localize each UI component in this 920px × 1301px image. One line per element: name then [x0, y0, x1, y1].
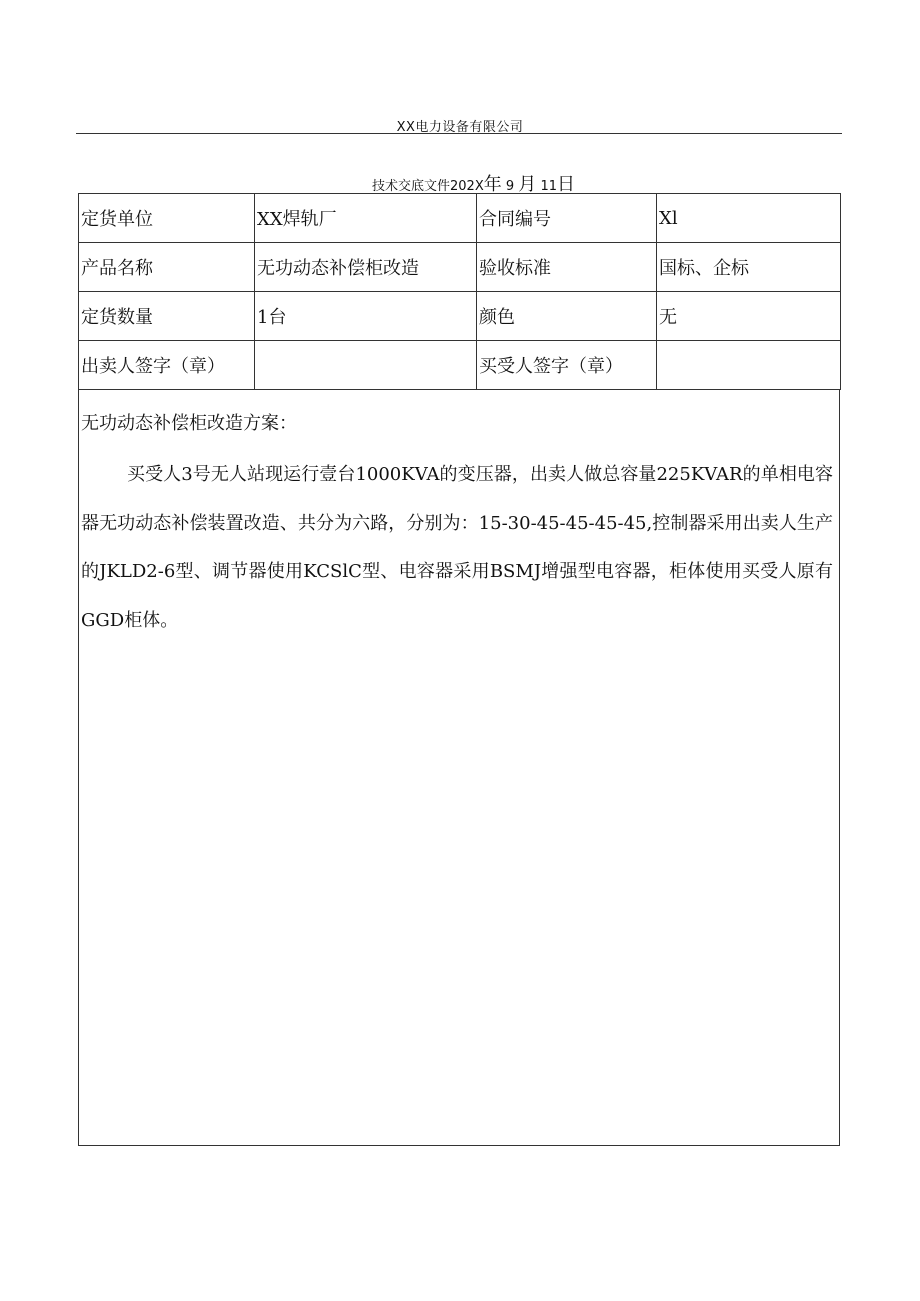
order-info-table — [78, 193, 841, 390]
quantity-value: 1台 — [255, 292, 477, 341]
contract-number-label: 合同编号 — [477, 194, 657, 243]
order-unit-label: 定货单位 — [79, 194, 255, 243]
scheme-title: 无功动态补偿柜改造方案： — [81, 413, 297, 434]
header-rule — [76, 133, 842, 134]
buyer-signature-label: 买受人签字（章） — [477, 341, 657, 390]
table-row — [79, 292, 841, 341]
table-row — [79, 243, 841, 292]
product-name-label: 产品名称 — [79, 243, 255, 292]
doc-title-prefix: 技术交底文件202X — [372, 179, 484, 194]
contract-number-value: Xl — [657, 194, 841, 243]
month-char: 月 — [518, 174, 537, 195]
acceptance-standard-label: 验收标准 — [477, 243, 657, 292]
quantity-label: 定货数量 — [79, 292, 255, 341]
year-char: 年 — [483, 174, 502, 195]
product-name-value: 无功动态补偿柜改造 — [255, 243, 477, 292]
seller-signature-field[interactable] — [255, 341, 477, 390]
company-name: XX电力设备有限公司 — [396, 120, 524, 135]
seller-signature-label: 出卖人签字（章） — [79, 341, 255, 390]
acceptance-standard-value: 国标、企标 — [657, 243, 841, 292]
table-row — [79, 194, 841, 243]
color-label: 颜色 — [477, 292, 657, 341]
table-row — [79, 341, 841, 390]
scheme-section — [78, 389, 840, 1146]
color-value: 无 — [657, 292, 841, 341]
buyer-signature-field[interactable] — [657, 341, 841, 390]
order-unit-value: XX焊轨厂 — [255, 194, 477, 243]
day-char: 日 — [556, 174, 575, 195]
day-value: 11 — [540, 179, 557, 194]
scheme-body: 买受人3号无人站现运行壹台1000KVA的变压器，出卖人做总容量225KVAR的单相电容器无功动态补偿装置改造、共分为六路，分别为：15-30-45-45-45-45,控制器采用出卖人生产的JKLD2-6型、调节器使用KCSlC型、电容器采用BSMJ增强型电容器，柜体使用买受人原有GGD柜体。 — [81, 464, 833, 631]
month-value: 9 — [505, 179, 515, 194]
